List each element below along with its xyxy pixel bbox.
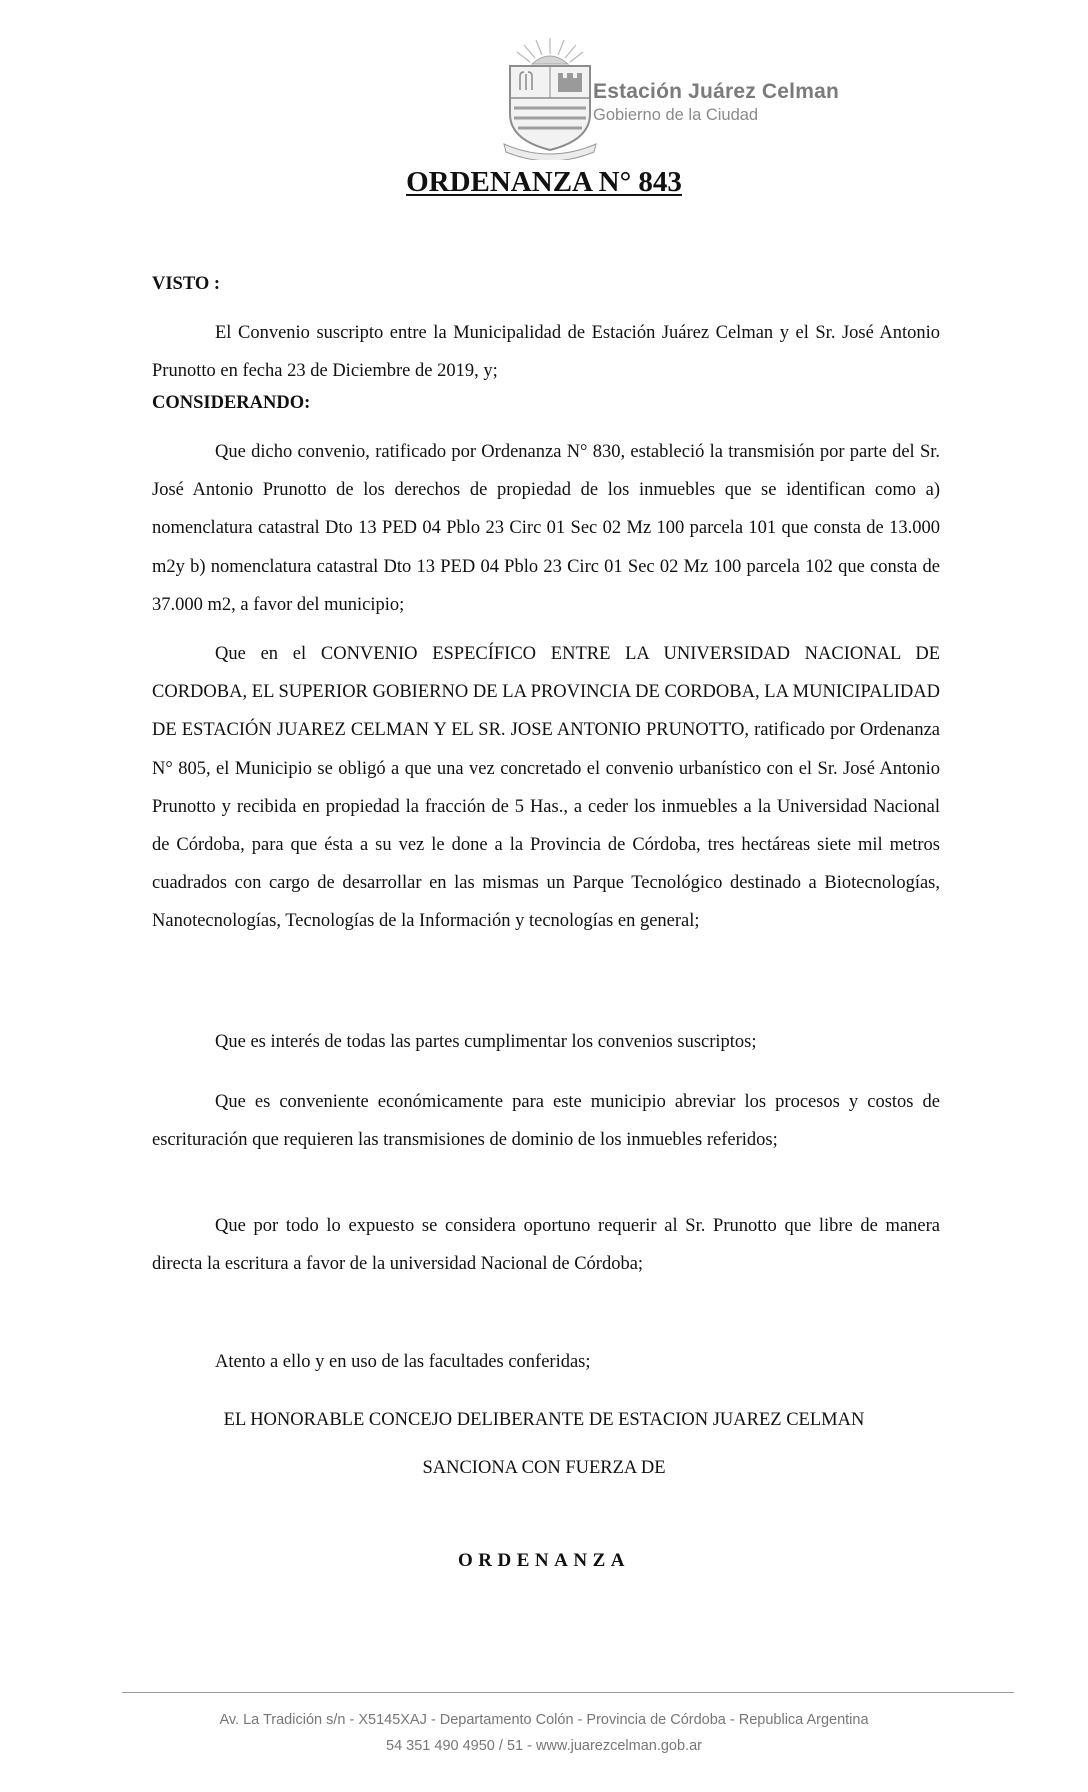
- ordenanza-heading: ORDENANZA: [458, 1550, 630, 1571]
- considerando-text-2: Que en el CONVENIO ESPECÍFICO ENTRE LA UNIVERSIDAD NACIONAL DE CORDOBA, EL SUPERIOR GOBIERNO DE LA PROVINCIA DE CORDOBA, LA MUNICIPALIDAD DE ESTACIÓN JUAREZ CELMAN Y EL SR. JOSE ANTONIO PRUNOTTO, ratificado por Ordenanza N° 805, el Municipio se obligó a que una vez concretado el convenio urbanístico con el Sr. José Antonio Prunotto y recibida en propiedad la fracción de 5 Has., a ceder los inmuebles a la Universidad Nacional de Córdoba, para que ésta a su vez le done a la Provincia de Córdoba, tres hectáreas siete mil metros cuadrados con cargo de desarrollar en las mismas un Parque Tecnológico destinado a Biotecnologías, Nanotecnologías, Tecnologías de la Información y tecnologías en general;: [152, 644, 940, 932]
- considerando-text-4: Que es conveniente económicamente para este municipio abreviar los procesos y costos de escrituración que requieren las transmisiones de dominio de los inmuebles referidos;: [152, 1092, 940, 1151]
- footer-contact: 54 351 490 4950 / 51 - www.juarezcelman.gob.ar: [386, 1738, 702, 1754]
- considerando-paragraph-4: [152, 1083, 940, 1159]
- municipal-coat-of-arms-icon: [490, 36, 610, 160]
- brand-title: Estación Juárez Celman: [593, 80, 839, 103]
- footer-divider: [122, 1692, 1014, 1693]
- concejo-line: EL HONORABLE CONCEJO DELIBERANTE DE ESTACION JUAREZ CELMAN: [223, 1410, 865, 1430]
- considerando-paragraph-5: [152, 1207, 940, 1283]
- considerando-paragraph-2: [152, 635, 940, 941]
- visto-text: El Convenio suscripto entre la Municipalidad de Estación Juárez Celman y el Sr. José Antonio Prunotto en fecha 23 de Diciembre de 2019, y;: [152, 323, 940, 382]
- brand-subtitle: Gobierno de la Ciudad: [593, 106, 759, 124]
- visto-heading: VISTO :: [152, 274, 221, 294]
- document-title: ORDENANZA N° 843: [406, 166, 682, 198]
- considerando-paragraph-1: [152, 433, 940, 624]
- footer-address: Av. La Tradición s/n - X5145XAJ - Departamento Colón - Provincia de Córdoba - Republica Argentina: [219, 1712, 869, 1728]
- sanciona-line: SANCIONA CON FUERZA DE: [422, 1458, 666, 1478]
- atento-line: Atento a ello y en uso de las facultades conferidas;: [215, 1352, 591, 1372]
- visto-paragraph: [152, 314, 940, 390]
- considerando-text-5: Que por todo lo expuesto se considera oportuno requerir al Sr. Prunotto que libre de manera directa la escritura a favor de la universidad Nacional de Córdoba;: [152, 1216, 940, 1275]
- considerando-heading: CONSIDERANDO:: [152, 393, 311, 413]
- considerando-paragraph-3: [152, 1023, 940, 1061]
- considerando-text-3: Que es interés de todas las partes cumplimentar los convenios suscriptos;: [215, 1032, 757, 1052]
- considerando-text-1: Que dicho convenio, ratificado por Ordenanza N° 830, estableció la transmisión por parte del Sr. José Antonio Prunotto de los derechos de propiedad de los inmuebles que se identifican como a) nomenclatura catastral Dto 13 PED 04 Pblo 23 Circ 01 Sec 02 Mz 100 parcela 101 que consta de 13.000 m2y b) nomenclatura catastral Dto 13 PED 04 Pblo 23 Circ 01 Sec 02 Mz 100 parcela 102 que consta de 37.000 m2, a favor del municipio;: [152, 442, 940, 615]
